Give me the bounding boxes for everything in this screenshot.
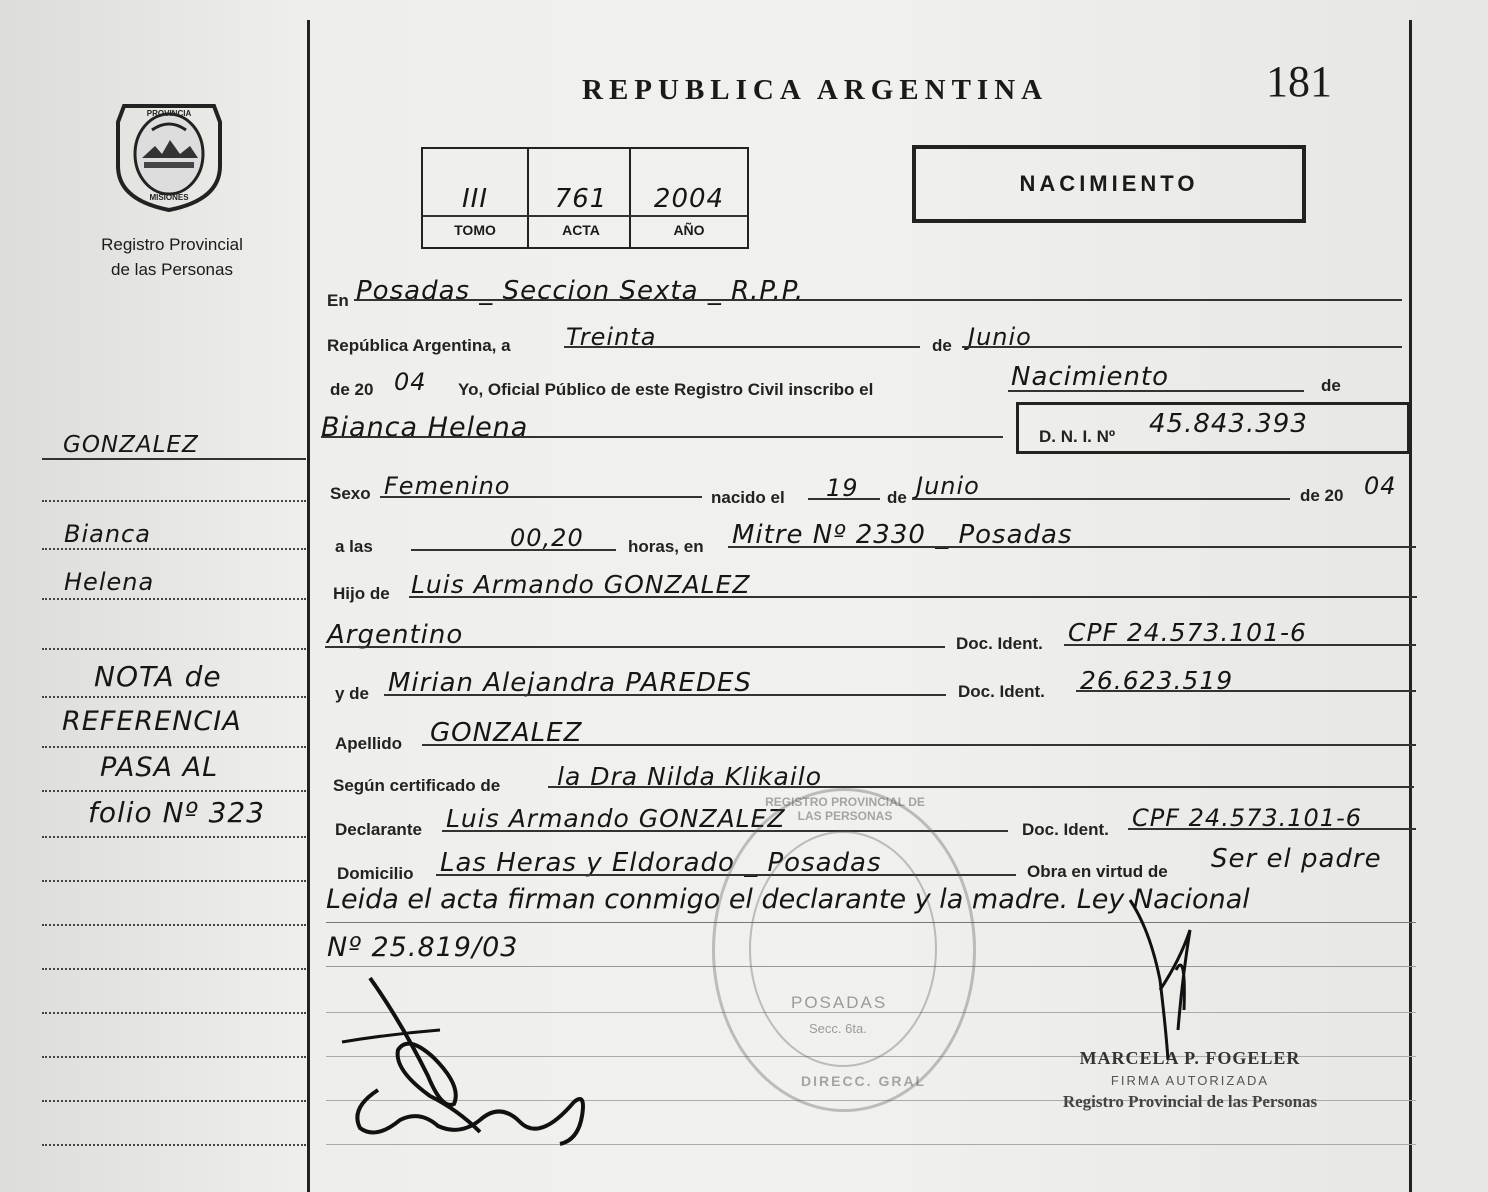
hijo-label: Hijo de	[333, 584, 390, 603]
rep-value: Treinta	[566, 323, 657, 351]
authority-name: MARCELA P. FOGELER	[1079, 1048, 1301, 1068]
authority-role: FIRMA AUTORIZADA	[1110, 1073, 1270, 1088]
nationality-line	[325, 646, 945, 648]
doc3-value: CPF 24.573.101-6	[1132, 804, 1363, 832]
doc1-label: Doc. Ident.	[956, 634, 1043, 653]
margin-given1: Bianca	[64, 520, 151, 548]
nacido-day-line	[808, 498, 880, 500]
alas-label: a las	[335, 537, 373, 556]
obra-value: Ser el padre	[1211, 844, 1382, 874]
margin-surname-line	[42, 458, 306, 460]
margin-dotted-line	[42, 968, 306, 970]
rep-de-label: de	[932, 336, 952, 355]
margin-given2: Helena	[64, 568, 155, 596]
rep-label: República Argentina, a	[327, 336, 511, 355]
dni-box	[1016, 402, 1410, 454]
hijo-line	[409, 596, 1417, 598]
tomo-cell	[423, 149, 527, 249]
rep-line	[564, 346, 920, 348]
stamp-upper-text: REGISTRO PROVINCIAL DE LAS PERSONAS	[765, 795, 925, 823]
segun-value: la Dra Nilda Klikailo	[557, 762, 823, 791]
official-stamp	[712, 788, 976, 1112]
svg-text:PROVINCIA: PROVINCIA	[146, 109, 192, 118]
rep-month-line	[962, 346, 1402, 348]
mother-signature	[1120, 890, 1230, 1070]
margin-note3: PASA AL	[100, 752, 219, 783]
office-line2: de las Personas	[111, 260, 233, 279]
margin-dotted-line	[42, 1144, 306, 1146]
country-title: REPUBLICA ARGENTINA	[582, 74, 1049, 106]
rep-month-value: Junio	[968, 323, 1032, 351]
segun-label: Según certificado de	[333, 776, 501, 795]
anio-label: AÑO	[673, 222, 705, 238]
dni-label: D. N. I. Nº	[1039, 427, 1116, 446]
margin-dotted-line	[42, 1056, 306, 1058]
nacido-de-label: de	[887, 488, 907, 507]
authority-block	[1020, 1048, 1360, 1112]
stamp-section: Secc. 6ta.	[809, 1021, 867, 1036]
closing-text-line2: Nº 25.819/03	[327, 932, 519, 963]
father-nationality: Argentino	[327, 620, 464, 650]
horas-value: Mitre Nº 2330 _ Posadas	[732, 520, 1073, 550]
yde-value: Mirian Alejandra PAREDES	[388, 668, 752, 698]
inscribo-de-label: de	[1321, 376, 1341, 395]
margin-dotted-line	[42, 1012, 306, 1014]
margin-note2: REFERENCIA	[62, 706, 242, 737]
en-value: Posadas _ Seccion Sexta _ R.P.P.	[356, 276, 805, 306]
year-prefix: de 20	[330, 380, 374, 399]
anio-value: 2004	[653, 184, 725, 214]
margin-dotted-line	[42, 790, 306, 792]
nacido-day: 19	[826, 474, 859, 502]
year-value: 04	[394, 368, 427, 396]
acta-value: 761	[554, 184, 608, 214]
margin-dotted-line	[42, 746, 306, 748]
record-type-label: NACIMIENTO	[1019, 171, 1199, 196]
apellido-label: Apellido	[335, 734, 403, 753]
domicilio-label: Domicilio	[337, 864, 414, 883]
margin-dotted-line	[42, 548, 306, 550]
margin-dotted-line	[42, 696, 306, 698]
dni-value: 45.843.393	[1149, 409, 1308, 439]
horas-label: horas, en	[628, 537, 704, 556]
name-line	[321, 436, 1003, 438]
sexo-label: Sexo	[330, 484, 371, 503]
doc2-line	[1076, 690, 1416, 692]
doc3-line	[1128, 828, 1416, 830]
margin-dotted-line	[42, 880, 306, 882]
doc2-value: 26.623.519	[1080, 666, 1234, 695]
margin-dotted-line	[42, 648, 306, 650]
margin-dotted-line	[42, 836, 306, 838]
inscribo-label: Yo, Oficial Público de este Registro Civil inscribo el	[458, 380, 874, 399]
province-seal-icon	[110, 96, 228, 214]
right-frame-line	[1409, 20, 1412, 1192]
child-given-names: Bianca Helena	[321, 412, 529, 443]
closing-text-line1: Leida el acta firman conmigo el declarante y la madre. Ley Nacional	[326, 884, 1250, 915]
acta-label: ACTA	[562, 222, 600, 238]
authority-office: Registro Provincial de las Personas	[1062, 1092, 1318, 1111]
record-number-table	[421, 147, 749, 249]
horas-line	[728, 546, 1416, 548]
margin-dotted-line	[42, 1100, 306, 1102]
anio-cell	[629, 149, 747, 249]
yde-line	[384, 694, 946, 696]
tomo-label: TOMO	[454, 222, 496, 238]
stamp-city: POSADAS	[791, 993, 888, 1012]
margin-dotted-line	[42, 500, 306, 502]
segun-line	[548, 786, 1414, 788]
svg-text:MISIONES: MISIONES	[149, 193, 189, 202]
folio-number: 181	[1266, 57, 1332, 106]
apellido-value: GONZALEZ	[430, 718, 583, 748]
doc1-line	[1064, 644, 1416, 646]
stamp-lower-text: DIRECC. GRAL	[801, 1073, 927, 1089]
sexo-line	[380, 496, 702, 498]
doc3-label: Doc. Ident.	[1022, 820, 1109, 839]
declarante-value: Luis Armando GONZALEZ	[446, 804, 786, 833]
margin-dotted-line	[42, 598, 306, 600]
margin-dotted-line	[42, 924, 306, 926]
nacido-month-line	[912, 498, 1290, 500]
nacido-label: nacido el	[711, 488, 785, 507]
margin-note4: folio Nº 323	[88, 796, 266, 829]
margin-surname: GONZALEZ	[63, 432, 199, 458]
declarante-label: Declarante	[335, 820, 422, 839]
left-frame-line	[307, 20, 310, 1192]
office-line1: Registro Provincial	[101, 235, 243, 254]
domicilio-value: Las Heras y Eldorado _ Posadas	[440, 848, 882, 878]
apellido-line	[422, 744, 1416, 746]
table-divider	[423, 215, 747, 217]
tomo-value: III	[461, 184, 488, 214]
sexo-value: Femenino	[384, 472, 511, 500]
acta-cell	[527, 149, 633, 249]
margin-note1: NOTA de	[94, 660, 222, 693]
doc2-label: Doc. Ident.	[958, 682, 1045, 701]
nacido-year-prefix: de 20	[1300, 486, 1344, 505]
nacido-year: 04	[1364, 472, 1397, 500]
office-name	[62, 232, 282, 282]
inscribo-value: Nacimiento	[1011, 362, 1170, 392]
en-label: En	[327, 291, 349, 310]
doc1-value: CPF 24.573.101-6	[1068, 618, 1307, 647]
alas-value: 00,20	[510, 524, 584, 552]
declarant-signature	[330, 960, 630, 1180]
obra-label: Obra en virtud de	[1027, 862, 1168, 881]
nacido-month: Junio	[916, 472, 980, 500]
yde-label: y de	[335, 684, 370, 703]
hijo-value: Luis Armando GONZALEZ	[411, 570, 751, 599]
en-line	[354, 299, 1402, 301]
inscribo-line	[1008, 390, 1304, 392]
record-type-box	[912, 145, 1306, 223]
